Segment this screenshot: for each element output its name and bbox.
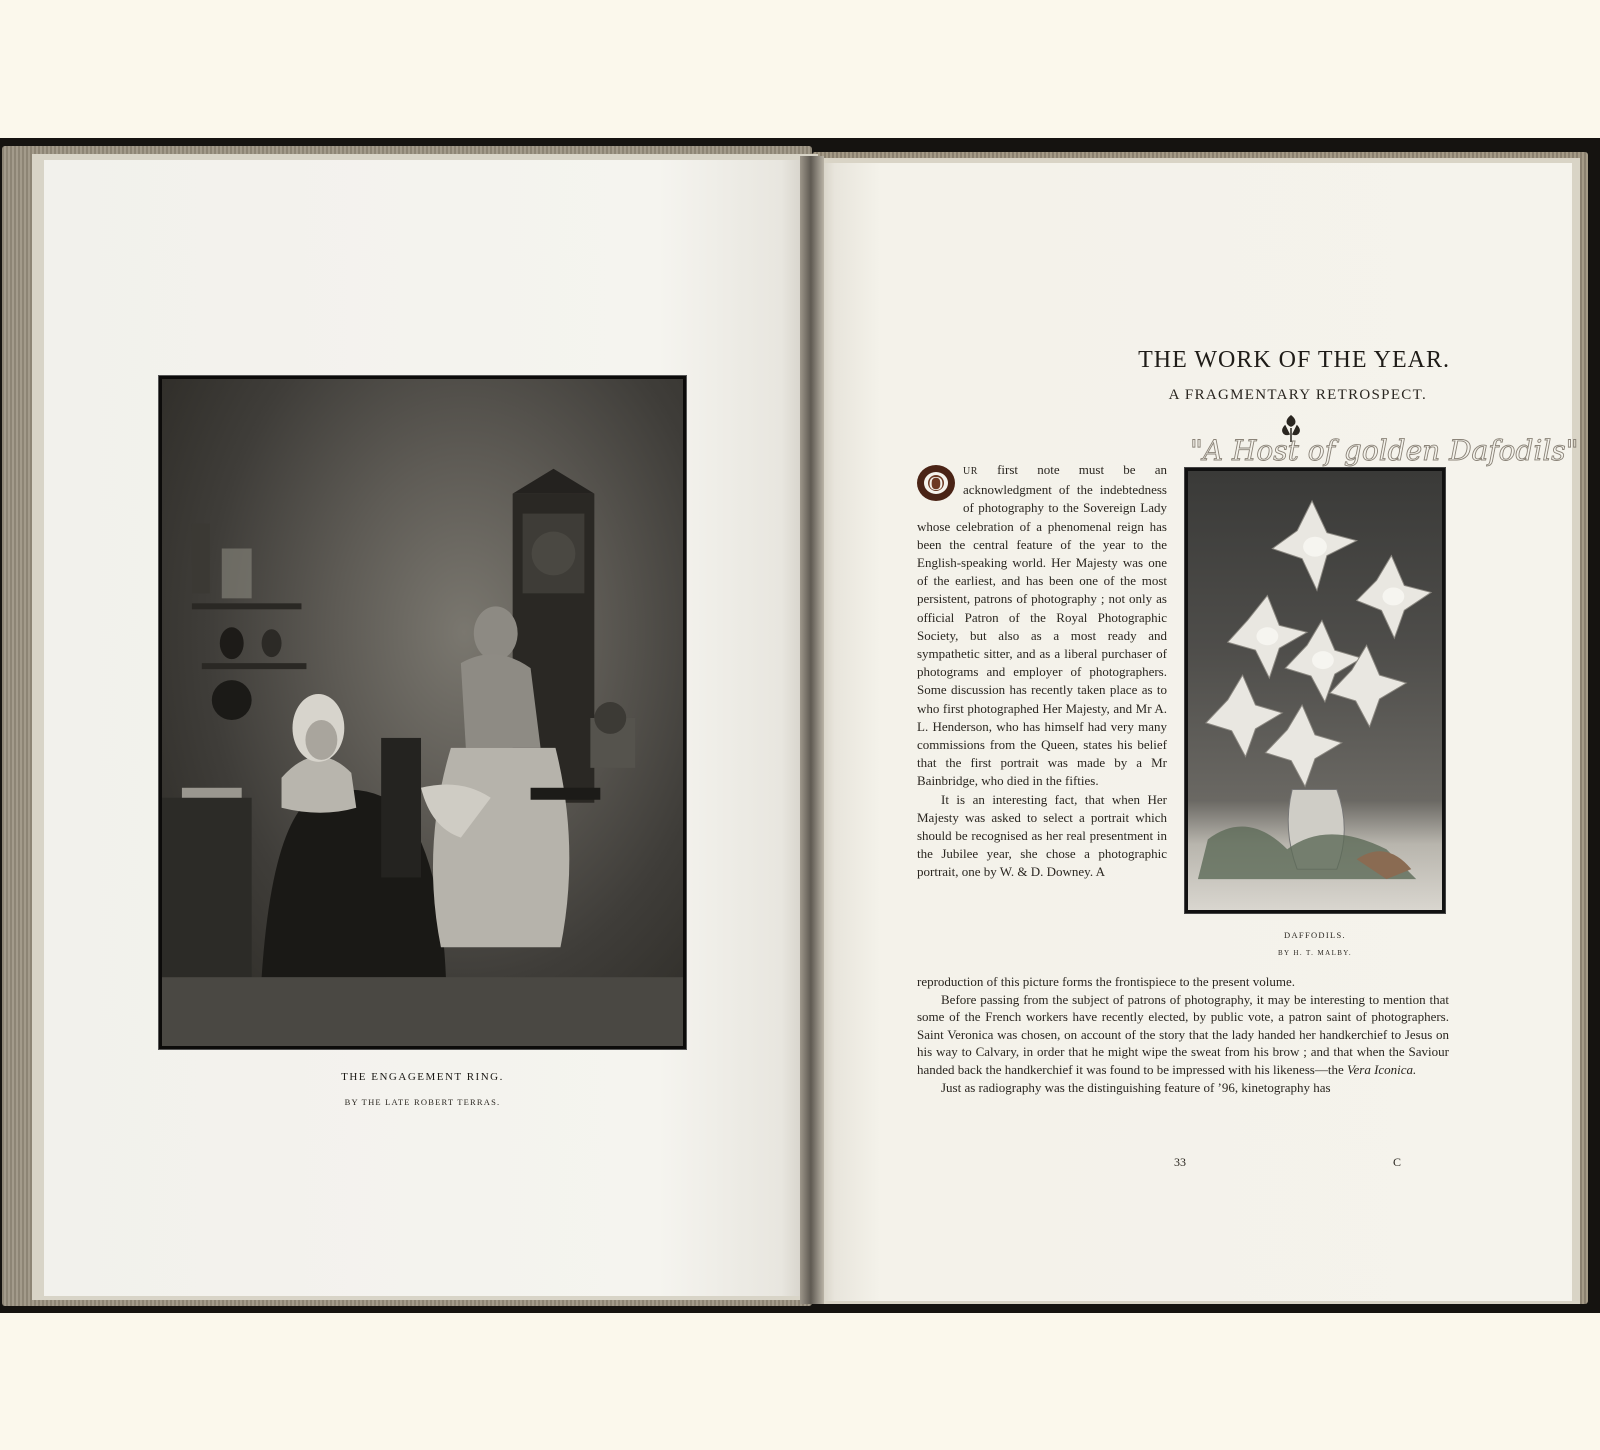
daffodils-caption: DAFFODILS. <box>1284 930 1346 940</box>
book-gutter <box>800 156 824 1304</box>
paragraph-2-continued: reproduction of this picture forms the frontispiece to the present volume. <box>917 974 1295 989</box>
article-title: THE WORK OF THE YEAR. <box>1138 347 1450 373</box>
paragraph-3: Before passing from the subject of patrons of photography, it may be interesting to mention that some of the French workers have recently elected, by public vote, a patron saint of photographers. Saint Veronica was chosen, on account of the story that the lady handed her handkerchief to Jesus on his way to Calvary, in order that he might wipe the sweat from his brow ; and that when the Saviour handed back the handkerchief it was found to be impressed with his likeness—the Vera Iconica. <box>917 991 1449 1077</box>
photo-caption-credit: BY THE LATE ROBERT TERRAS. <box>344 1097 501 1107</box>
signature-mark: C <box>1393 1155 1402 1169</box>
page-number: 33 <box>1174 1155 1186 1169</box>
daffodils-photo <box>1184 467 1446 914</box>
engagement-ring-illustration <box>162 379 683 1046</box>
paragraph-4: Just as radiography was the distinguishing feature of ’96, kinetography has <box>941 1079 1331 1095</box>
svg-text:O: O <box>928 473 944 495</box>
article-full-width-text <box>917 973 1449 1096</box>
daffodils-credit: BY H. T. MALBY. <box>1277 949 1353 957</box>
handwritten-line-1: "A Host of golden Dafodils" <box>1190 434 1579 467</box>
paragraph-2: It is an interesting fact, that when Her Majesty was asked to select a portrait which should be recognised as her real presentment in the Jubilee year, she chose a photographic portrait, one by W. & D. Downey. A <box>917 791 1167 880</box>
article-subtitle: A FRAGMENTARY RETROSPECT. <box>1168 387 1427 403</box>
photo-caption-title: THE ENGAGEMENT RING. <box>341 1071 504 1083</box>
paragraph-1: UR first note must be an acknowledgment of the indebtedness of photography to the Sovereign Lady whose celebration of a phenomenal reign has been the central feature of the year to the English-speaking world. Her Majesty was one of the earliest, and has been one of the most persistent, patrons of photography ; not only as official Patron of the Royal Photographic Society, but also as a most ready and sympathetic sitter, and as a liberal purchaser of photograms and employer of photographers. Some discussion has recently taken place as to who first photographed Her Majesty, and Mr A. L. Henderson, who has himself had very many commissions from the Queen, states his belief that the first portrait was made by a Mr Bainbridge, who died in the fifties. <box>917 462 1167 789</box>
engagement-ring-photo <box>158 375 687 1050</box>
article-column <box>917 461 1167 882</box>
dropcap-letter <box>915 463 957 503</box>
daffodils-illustration <box>1188 471 1442 910</box>
